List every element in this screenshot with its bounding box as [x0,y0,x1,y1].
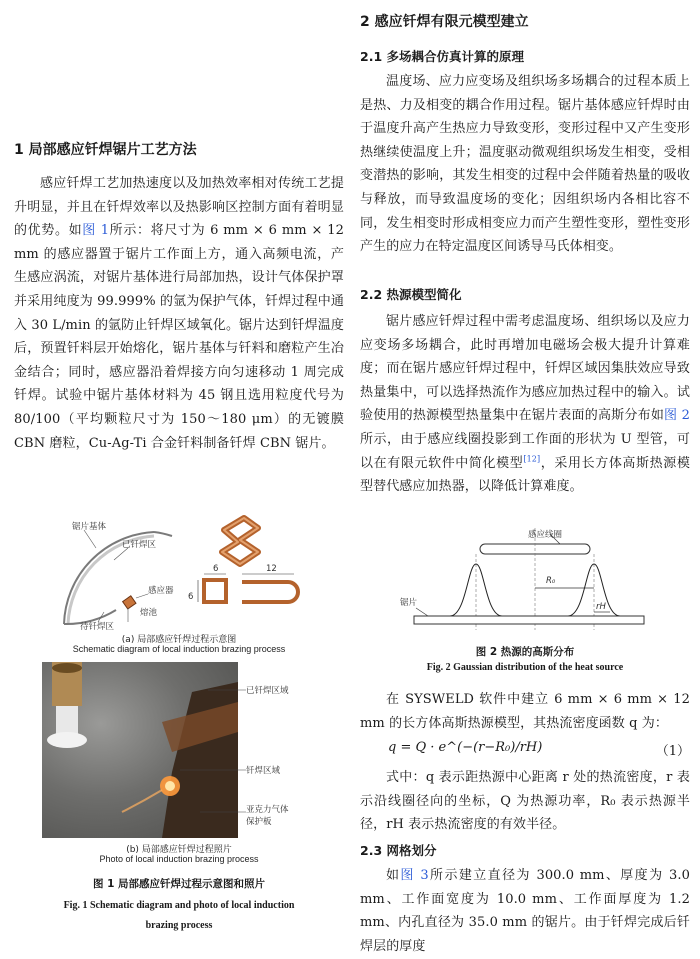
dim-6-side: 6 [188,592,194,602]
label-to-braze-zone: 待钎焊区 [80,622,115,632]
figure-1-link[interactable]: 图 1 [82,223,110,239]
figure-2-gaussian-diagram [400,528,650,638]
equation-explanation: 式中：q 表示距热源中心距离 r 处的热流密度，r 表示沿线圈径向的坐标，Q 为热源功率，R₀ 表示热源半径，rH 表示热流密度的有效半径。 [360,770,690,833]
figure-2-link[interactable]: 图 2 [664,408,690,424]
figure-1a-caption-en: Schematic diagram of local induction brazing process [72,644,286,654]
label-brazed-zone: 已钎焊区 [122,540,157,550]
section-2-title: 2 感应钎焊有限元模型建立 [360,14,529,30]
label-molten-pool: 熔池 [140,608,158,618]
equation-1-body: q = Q · e^(−(r−R₀)/rH) [388,740,543,755]
photo-label-shield-plate: 亚克力气体 保护板 [246,805,289,827]
figure-1a-caption-cn: (a) 局部感应钎焊过程示意图 [121,635,237,645]
section-2-1-title: 2.1 多场耦合仿真计算的原理 [360,49,524,64]
figure-2-caption-en: Fig. 2 Gaussian distribution of the heat source [426,662,624,673]
figure-1b-caption-en: Photo of local induction brazing process [99,854,259,864]
dim-12: 12 [266,564,277,574]
section-2-2-paragraph: 锯片感应钎焊过程中需考虑温度场、组织场以及应力应变场多场耦合，此时再增加电磁场会极大提升计算难度；而在锯片感应钎焊过程中，钎焊区域因集肤效应导致热量集中，可以选择热流作为感应加热过程中的输入。试验使用的热源模型热量集中在锯片表面的高斯分布如图 2所示，由于感应线圈投影到工作面的形状为 U 型管，可以在有限元软件中简化模型[12]，采用长方体高斯热源模型替代感应加热器，以降低计算难度。 [360,314,690,495]
figure-1-caption-en-line1: Fig. 1 Schematic diagram and photo of local induction [63,900,295,911]
equation-1 [360,740,690,759]
section-2-1-paragraph: 温度场、应力应变场及组织场多场耦合的过程本质上是热、力及相变的耦合作用过程。锯片基体感应钎焊时由于温度升高产生热应力导致变形，变形过程中又产生变形热继续使温度上升；温度驱动微观组织场发生相变，受相变潜热的影响，其发生相变的过程中会伴随着热量的吸收与释放，而导致温度场的变化；因组织场内各相比容不同，发生相变时形成相变应力而产生塑性变形，塑性变形产生的应力在特定温度区间诱导马氏体相变。 [360,74,690,255]
label-induction-coil: 感应线圈 [528,530,563,540]
section-2-2-title: 2.2 热源模型简化 [360,287,462,302]
photo-label-braze-region: 钎焊区域 [246,766,281,776]
section-1-paragraph: 感应钎焊工艺加热速度以及加热效率相对传统工艺提升明显，并且在钎焊效率以及热影响区控制方面有着明显的优势。如图 1所示：将尺寸为 6 mm × 6 mm × 12 mm 的感应器置于锯片工作面上方，通入高频电流，产生感应涡流，对锯片基体进行局部加热，设计气体保护罩并采用纯度为 99.999% 的氩为保护气体，钎焊过程中通入 30 L/min 的氩防止钎焊区域氧化。锯片达到钎焊温度后，预置钎料层开始熔化，锯片基体与钎料和磨粒产生冶金结合；同时，感应器沿着焊接方向匀速移动 1 周完成钎焊。试验中锯片基体材料为 45 钢且选用粒度代号为 80/100（平均颗粒尺寸为 150～180 μm）的无镀膜 CBN 磨粒，Cu-Ag-Ti 合金钎料制备钎焊 CBN 锯片。 [14,176,344,451]
label-saw-body: 锯片基体 [72,522,107,532]
figure-1b-caption-cn: (b) 局部感应钎焊过程照片 [126,845,232,855]
figure-1-caption-en-line2: brazing process [145,920,213,931]
section-2-3-paragraph: 如图 3所示建立直径为 300.0 mm、厚度为 3.0 mm、工作面宽度为 10.0 mm、工作面厚度为 1.2 mm、内孔直径为 35.0 mm 的锯片。由于钎焊完成后钎焊层的厚度 [360,868,690,954]
figure-2-caption-cn: 图 2 热源的高斯分布 [475,646,575,658]
photo-label-brazed-region: 已钎焊区域 [246,686,289,696]
reference-12-link[interactable]: [12] [523,454,541,464]
section-2-3-title: 2.3 网格划分 [360,843,437,858]
dim-6-top: 6 [213,564,219,574]
sysweld-paragraph: 在 SYSWELD 软件中建立 6 mm × 6 mm × 12 mm 的长方体高斯热源模型，其热流密度函数 q 为： [360,692,690,731]
equation-1-number: （1） [655,744,690,759]
saw-plate [414,616,644,624]
figure-3-link[interactable]: 图 3 [400,868,429,883]
section-1-title: 1 局部感应钎焊锯片工艺方法 [14,142,197,158]
label-r0: R₀ [546,576,556,586]
label-saw-blade: 锯片 [400,598,418,608]
label-inductor: 感应器 [148,586,174,596]
figure-1-caption-cn: 图 1 局部感应钎焊过程示意图和照片 [92,878,266,890]
label-rh: rH [596,602,606,612]
